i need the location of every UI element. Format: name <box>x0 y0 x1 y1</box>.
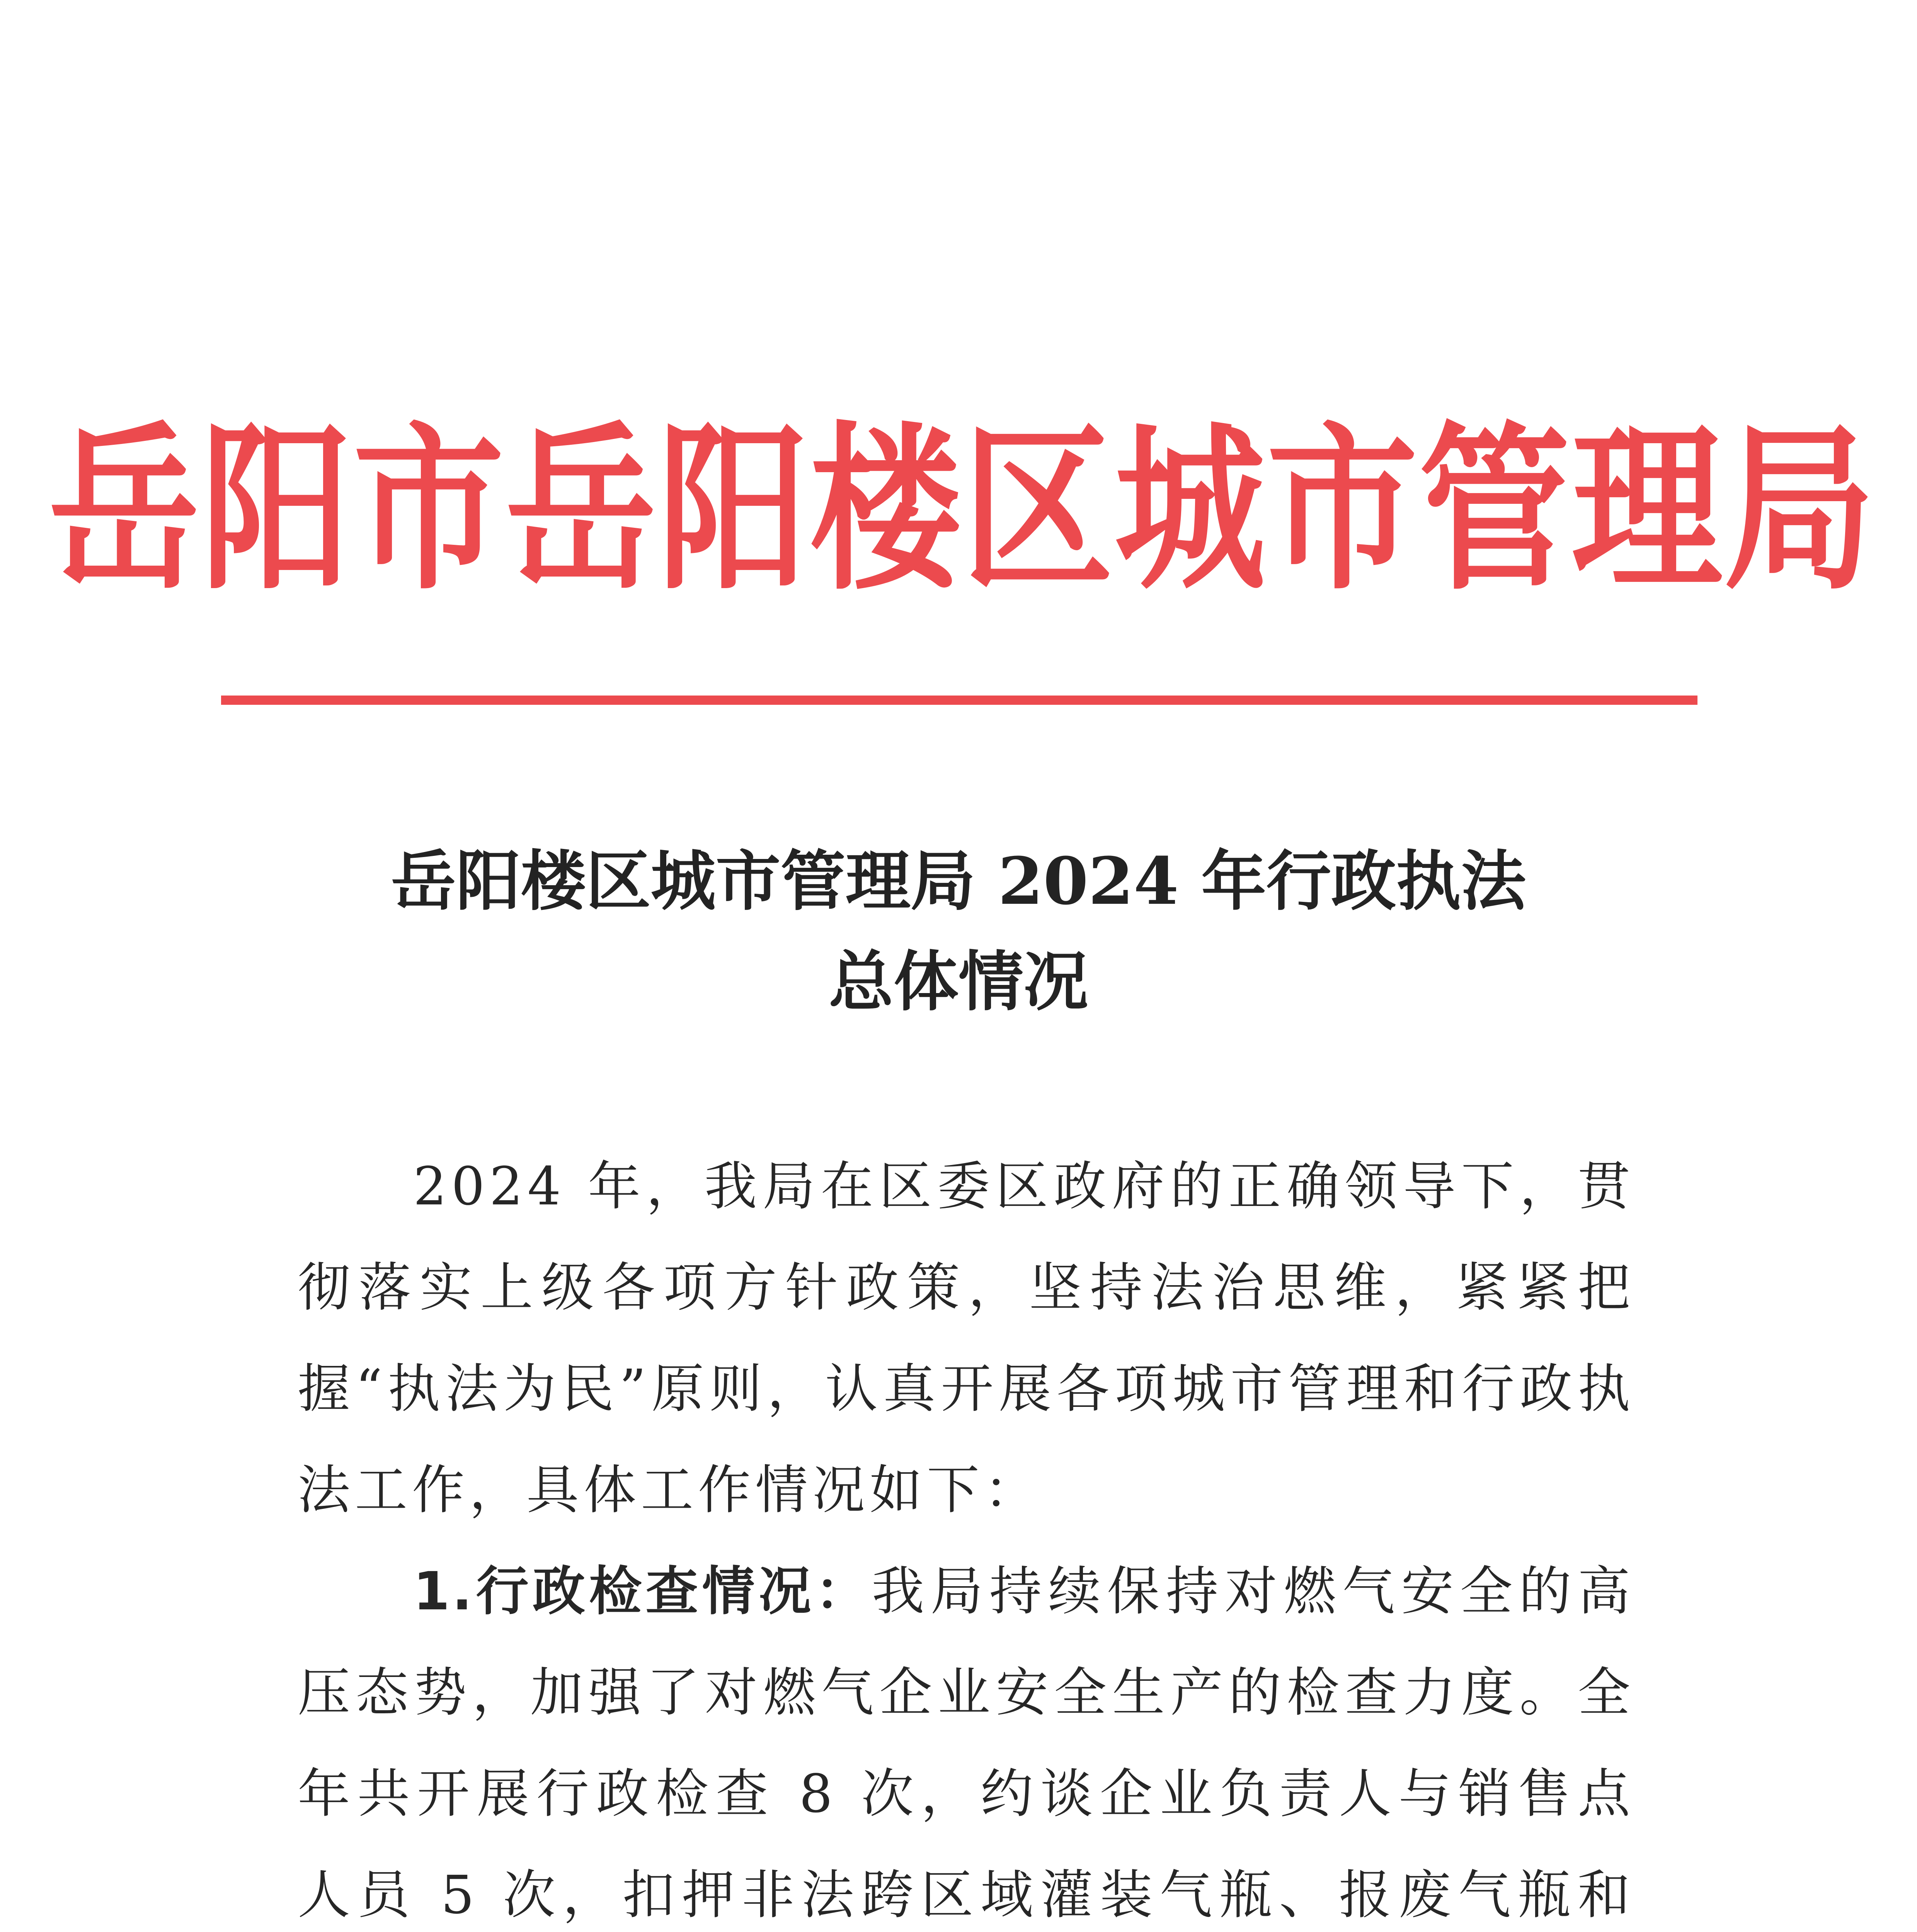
section-text-inspection: 我局持续保持对燃气安全的高压态势，加强了对燃气企业安全生产的检查力度。全年共开展行政检查 8 次，约谈企业负责人与销售点人员 5 次，扣押非法跨区域灌装气瓶、报废气瓶和 <box>298 1561 1635 1926</box>
document-title-line-1: 岳阳楼区城市管理局 2024 年行政执法 <box>391 843 1526 919</box>
document-body <box>298 1136 1635 1932</box>
section-paragraph-inspection <box>298 1541 1635 1932</box>
document-title-line-2: 总体情况 <box>829 943 1088 1020</box>
issuing-authority-header: 岳阳市岳阳楼区城市管理局 <box>49 404 1876 614</box>
document-title <box>271 831 1646 1032</box>
intro-paragraph: 2024 年，我局在区委区政府的正确领导下，贯彻落实上级各项方针政策，坚持法治思维，紧紧把握“执法为民”原则，认真开展各项城市管理和行政执法工作，具体工作情况如下： <box>298 1156 1635 1521</box>
section-label-inspection: 1.行政检查情况： <box>413 1561 872 1622</box>
red-divider-rule <box>221 696 1697 705</box>
